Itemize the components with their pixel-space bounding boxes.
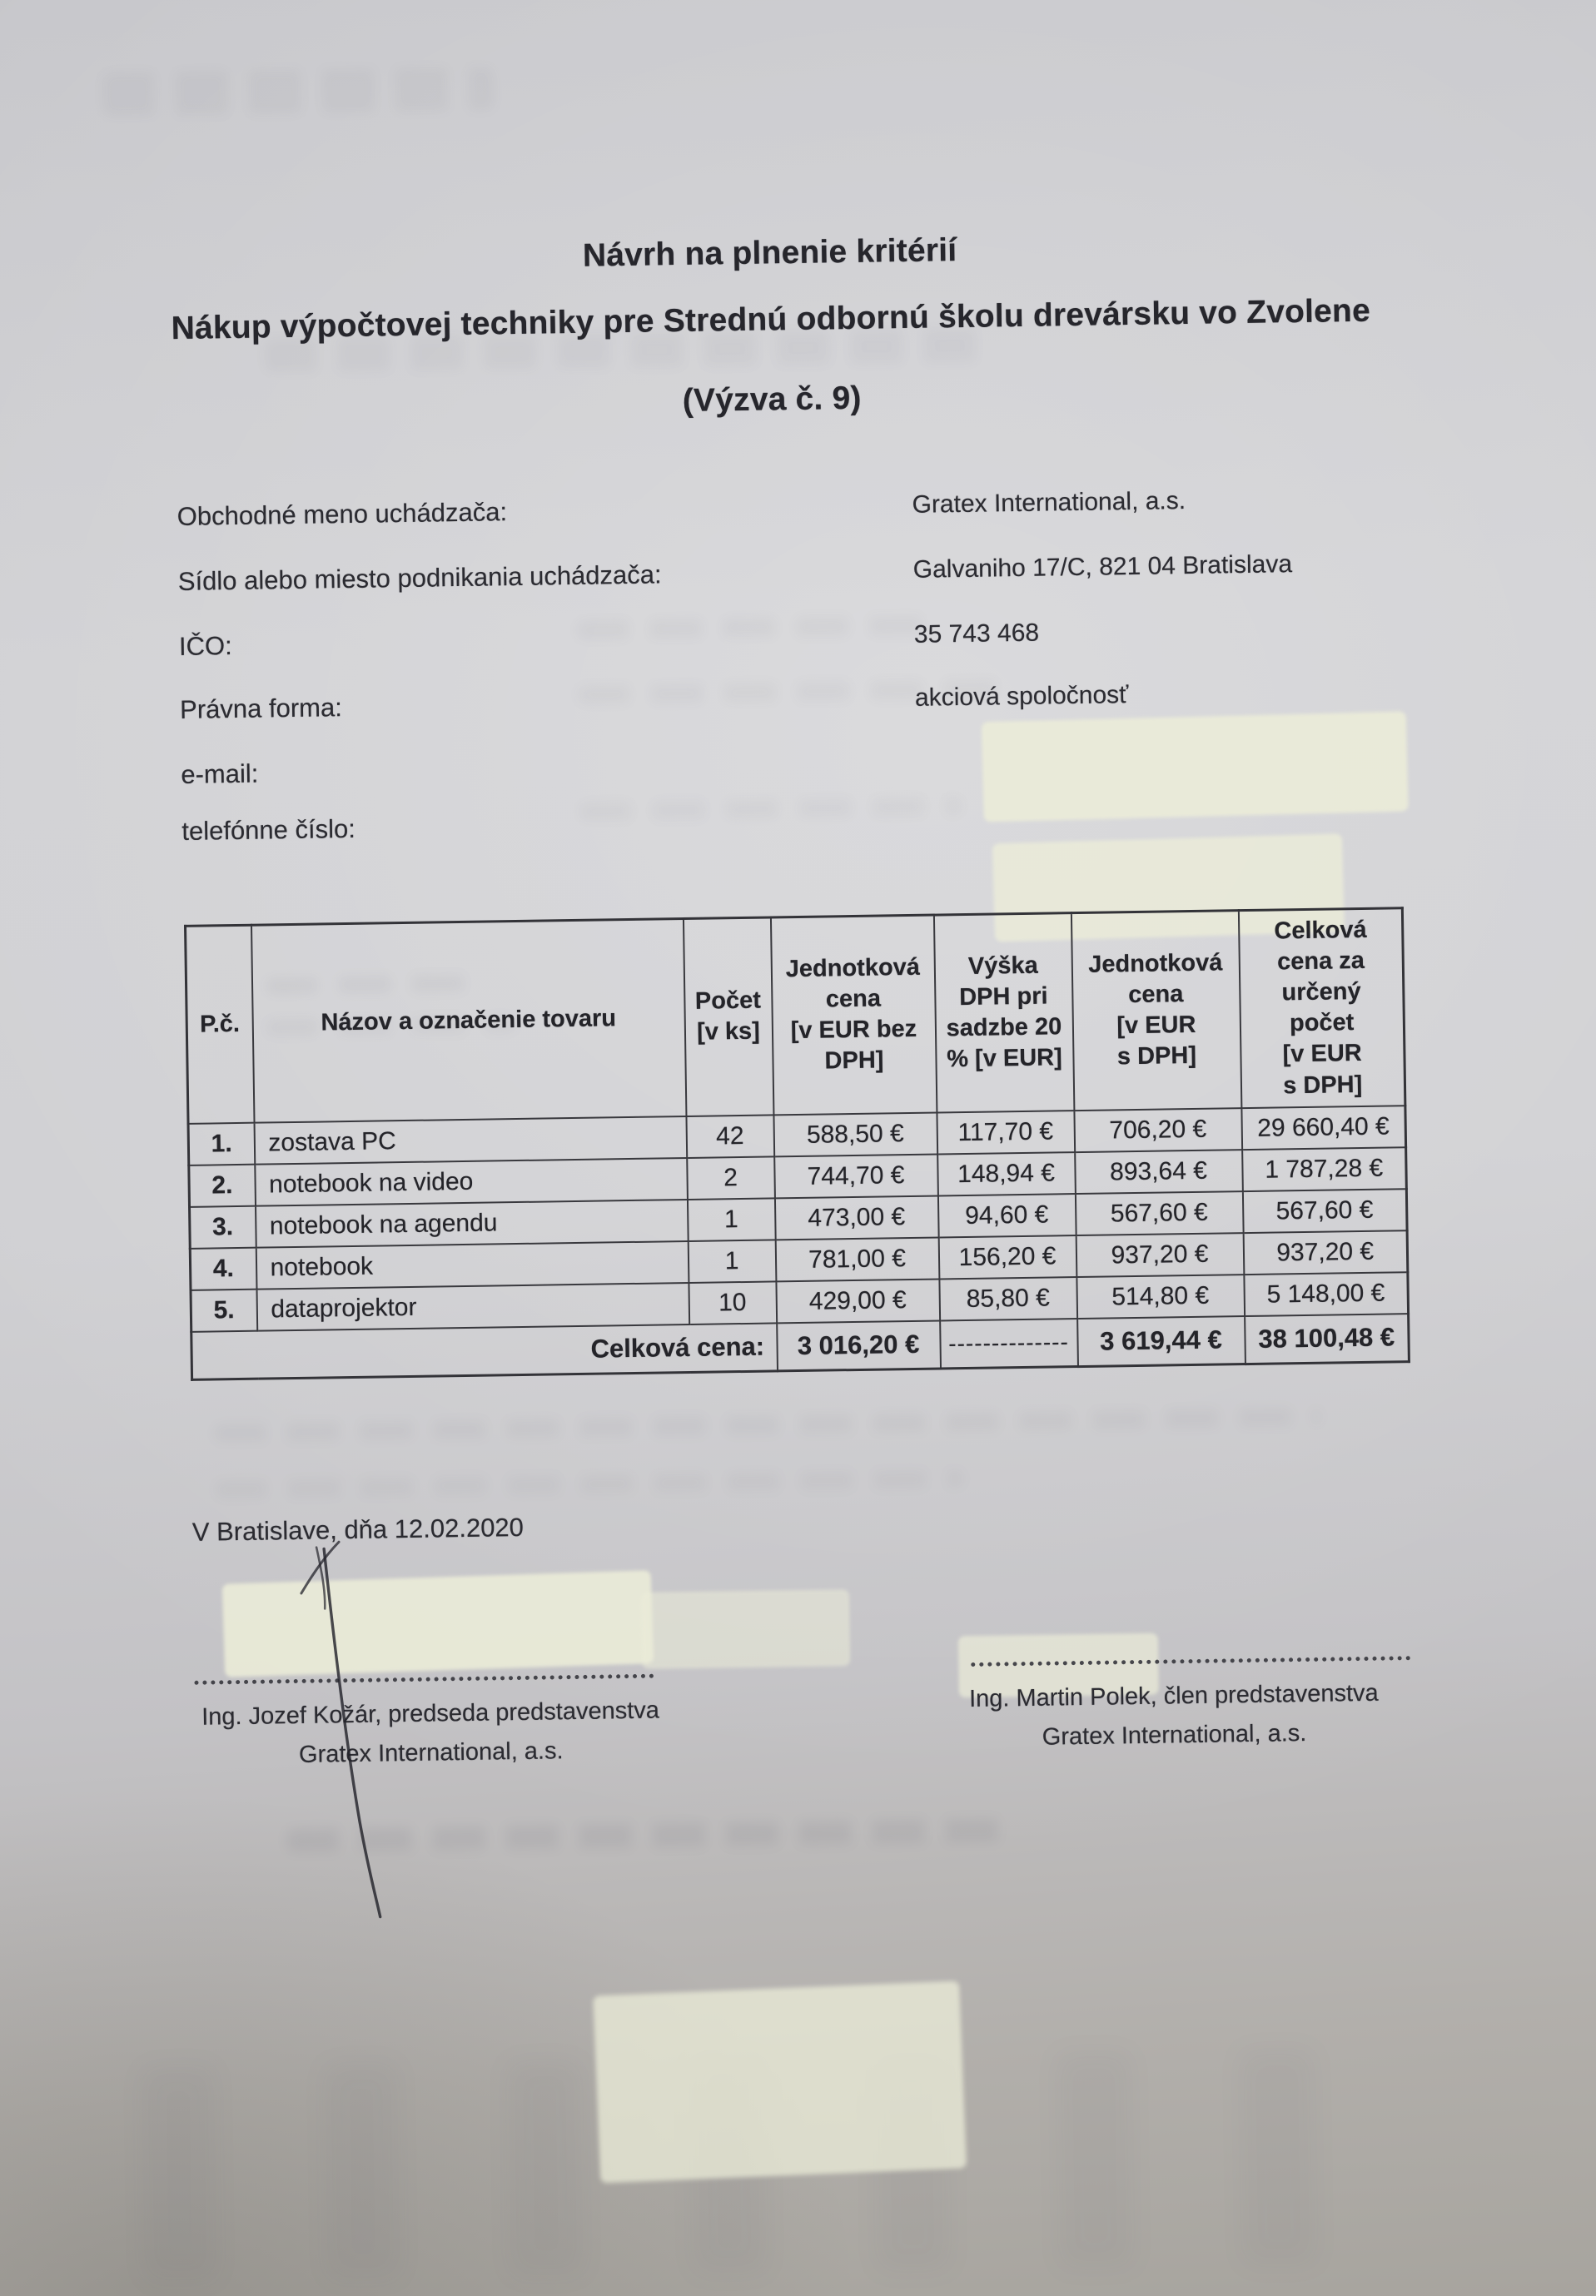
cell-index: 4. xyxy=(190,1247,256,1290)
form-label-ico: IČO: xyxy=(178,631,233,661)
bleedthrough-smudge xyxy=(286,1818,1019,1852)
cell-index: 5. xyxy=(191,1289,257,1331)
cell-qty: 1 xyxy=(687,1198,775,1241)
bleedthrough-smudge xyxy=(214,1408,1321,1443)
cell-total-gross: 5 148,00 € xyxy=(1244,1272,1409,1316)
total-label: Celková cena: xyxy=(191,1323,778,1379)
cell-unit-net: 588,50 € xyxy=(773,1112,937,1156)
cell-index: 3. xyxy=(190,1205,256,1248)
cell-index: 2. xyxy=(189,1164,256,1206)
cell-unit-net: 429,00 € xyxy=(776,1279,940,1323)
form-label-legal-form: Právna forma: xyxy=(179,693,343,724)
redaction-patch-left-ext xyxy=(641,1589,850,1669)
col-header-qty: Počet [v ks] xyxy=(683,917,773,1116)
pricing-table-header-row xyxy=(186,908,1405,1124)
signatory-name: Ing. Jozef Kožár, predseda predstavenstva xyxy=(201,1697,660,1731)
signatory-company: Gratex International, a.s. xyxy=(1042,1720,1307,1751)
cell-unit-net: 781,00 € xyxy=(775,1237,939,1281)
cell-unit-net: 473,00 € xyxy=(774,1195,938,1240)
cell-item-name: notebook na video xyxy=(255,1158,688,1206)
form-label-phone: telefónne číslo: xyxy=(181,813,356,846)
cell-vat: 117,70 € xyxy=(937,1111,1075,1154)
document-title-line2: Nákup výpočtovej techniky pre Strednú odbornú školu drevársku vo Zvolene xyxy=(171,292,1371,347)
form-row-company xyxy=(0,481,1589,541)
total-gross-unit: 3 619,44 € xyxy=(1077,1316,1245,1367)
bleedthrough-smudge xyxy=(215,1469,964,1498)
form-label-company: Obchodné meno uchádzača: xyxy=(177,497,508,531)
total-dph-dashes: -------------- xyxy=(940,1319,1078,1369)
form-value-legal-form: akciová spoločnosť xyxy=(914,681,1129,712)
col-header-unit-net: Jednotková cena [v EUR bez DPH] xyxy=(770,915,936,1115)
form-label-email: e-mail: xyxy=(181,758,259,789)
redaction-patch-bottom xyxy=(593,1981,967,2184)
cell-qty: 1 xyxy=(688,1240,776,1283)
cell-total-gross: 937,20 € xyxy=(1243,1230,1408,1275)
cell-qty: 10 xyxy=(689,1281,777,1324)
cell-item-name: notebook na agendu xyxy=(256,1200,689,1248)
cell-total-gross: 567,60 € xyxy=(1242,1189,1407,1233)
cell-unit-gross: 514,80 € xyxy=(1076,1275,1245,1319)
cell-vat: 85,80 € xyxy=(939,1277,1077,1320)
form-value-company: Gratex International, a.s. xyxy=(912,487,1186,519)
cell-index: 1. xyxy=(188,1122,255,1165)
cell-unit-gross: 567,60 € xyxy=(1075,1191,1243,1235)
pricing-table xyxy=(184,907,1410,1381)
col-header-name: Názov a označenie tovaru xyxy=(251,919,686,1123)
document-title-line1: Návrh na plnenie kritérií xyxy=(582,232,957,274)
cell-total-gross: 1 787,28 € xyxy=(1242,1147,1407,1191)
total-net: 3 016,20 € xyxy=(777,1320,941,1371)
col-header-vat: Výška DPH pri sadzbe 20 % [v EUR] xyxy=(933,913,1074,1113)
redaction-patch-email xyxy=(982,711,1409,822)
total-gross: 38 100,48 € xyxy=(1245,1314,1410,1364)
signatory-name: Ing. Martin Polek, člen predstavenstva xyxy=(968,1679,1379,1713)
redaction-patch-left xyxy=(222,1570,654,1677)
form-label-address: Sídlo alebo miesto podnikania uchádzača: xyxy=(177,559,662,596)
signatory-company: Gratex International, a.s. xyxy=(298,1737,564,1768)
cell-vat: 94,60 € xyxy=(937,1194,1076,1237)
col-header-unit-gross: Jednotková cena [v EUR s DPH] xyxy=(1071,911,1241,1111)
col-header-total-gross: Celková cena za určený počet [v EUR s DPH] xyxy=(1238,908,1405,1108)
cell-item-name: notebook xyxy=(256,1241,689,1290)
form-row-address xyxy=(0,546,1589,606)
cell-item-name: zostava PC xyxy=(254,1116,687,1165)
cell-unit-gross: 937,20 € xyxy=(1076,1233,1244,1277)
cell-qty: 42 xyxy=(686,1115,774,1158)
cell-unit-gross: 893,64 € xyxy=(1075,1150,1243,1194)
cell-vat: 156,20 € xyxy=(938,1235,1076,1279)
form-value-ico: 35 743 468 xyxy=(913,619,1040,649)
document-title-line3: (Výzva č. 9) xyxy=(682,380,862,419)
date-line: V Bratislave, dňa 12.02.2020 xyxy=(191,1512,525,1547)
cell-total-gross: 29 660,40 € xyxy=(1241,1106,1406,1150)
cell-qty: 2 xyxy=(687,1156,775,1200)
cell-item-name: dataprojektor xyxy=(256,1283,689,1331)
signature-block-left xyxy=(177,1697,685,1771)
cell-vat: 148,94 € xyxy=(937,1152,1076,1195)
bleedthrough-smudge xyxy=(102,67,495,116)
form-value-address: Galvaniho 17/C, 821 04 Bratislava xyxy=(912,550,1293,584)
col-header-pc: P.č. xyxy=(186,925,255,1123)
cell-unit-net: 744,70 € xyxy=(774,1154,938,1198)
signature-block-right xyxy=(916,1679,1433,1753)
cell-unit-gross: 706,20 € xyxy=(1074,1108,1242,1152)
